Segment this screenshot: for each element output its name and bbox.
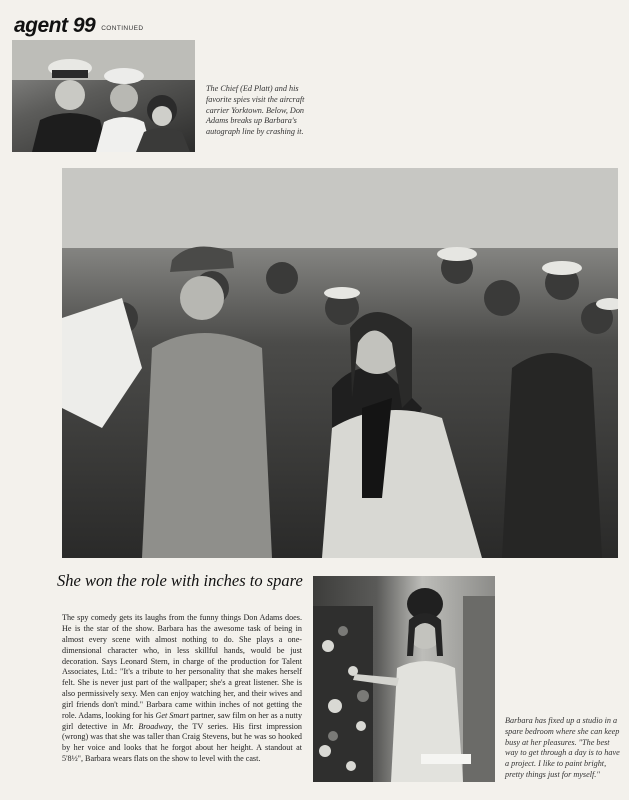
article-headline: She won the role with inches to spare <box>57 571 303 590</box>
section-title: agent 99 <box>14 14 96 37</box>
photo-carrier-visit-image <box>12 40 195 152</box>
show-title-get-smart: Get Smart <box>155 710 189 720</box>
photo-carrier-visit <box>12 40 195 152</box>
article-body-part-3: , the TV series. His first impression (wrong) was that she was taller than Craig Stevens, but he was so hooked by her voice and looks that he forgot about her height. A standout at 5'8½", Barbara wears flats on the show to level with the cast. <box>62 721 302 764</box>
photo-painting-studio <box>313 576 495 782</box>
caption-painting-studio: Barbara has fixed up a studio in a spare bedroom where she can keep busy at her pleasures. "The best way to get through a day is to have a project. I like to paint bright, pretty things just for myself." <box>505 716 620 779</box>
photo-painting-studio-image <box>313 576 495 782</box>
article-body-part-1: The spy comedy gets its laughs from the funny things Don Adams does. He is the star of the show. Barbara has the awesome task of being in almost every scene with almost nothing to do. She plays a one-dimensional character who, in less skillful hands, would be just decoration. Says Leonard Stern, in charge of the production for Talent Associates, Ltd.: "It's a tribute to her personality that she makes herself felt. She is never just part of the wallpaper; she's a great listener. She is also permissively sexy. Men can enjoy watching her, and their wives and girl friends don't mind." Barbara came within inches of not getting the role. Adams, looking for his <box>62 613 302 720</box>
photo-autograph-line-image <box>62 168 618 558</box>
show-title-mr-broadway: Mr. Broadway <box>122 721 172 731</box>
continued-label: CONTINUED <box>101 25 144 32</box>
masthead <box>14 14 143 38</box>
caption-carrier-visit: The Chief (Ed Platt) and his favorite spies visit the aircraft carrier Yorktown. Below, Don Adams breaks up Barbara's autograph line by crashing it. <box>206 84 305 137</box>
photo-autograph-line <box>62 168 618 558</box>
article-body-part-2: partner, saw film on her as a nutty girl detective in <box>62 710 303 731</box>
article-body <box>62 613 302 765</box>
